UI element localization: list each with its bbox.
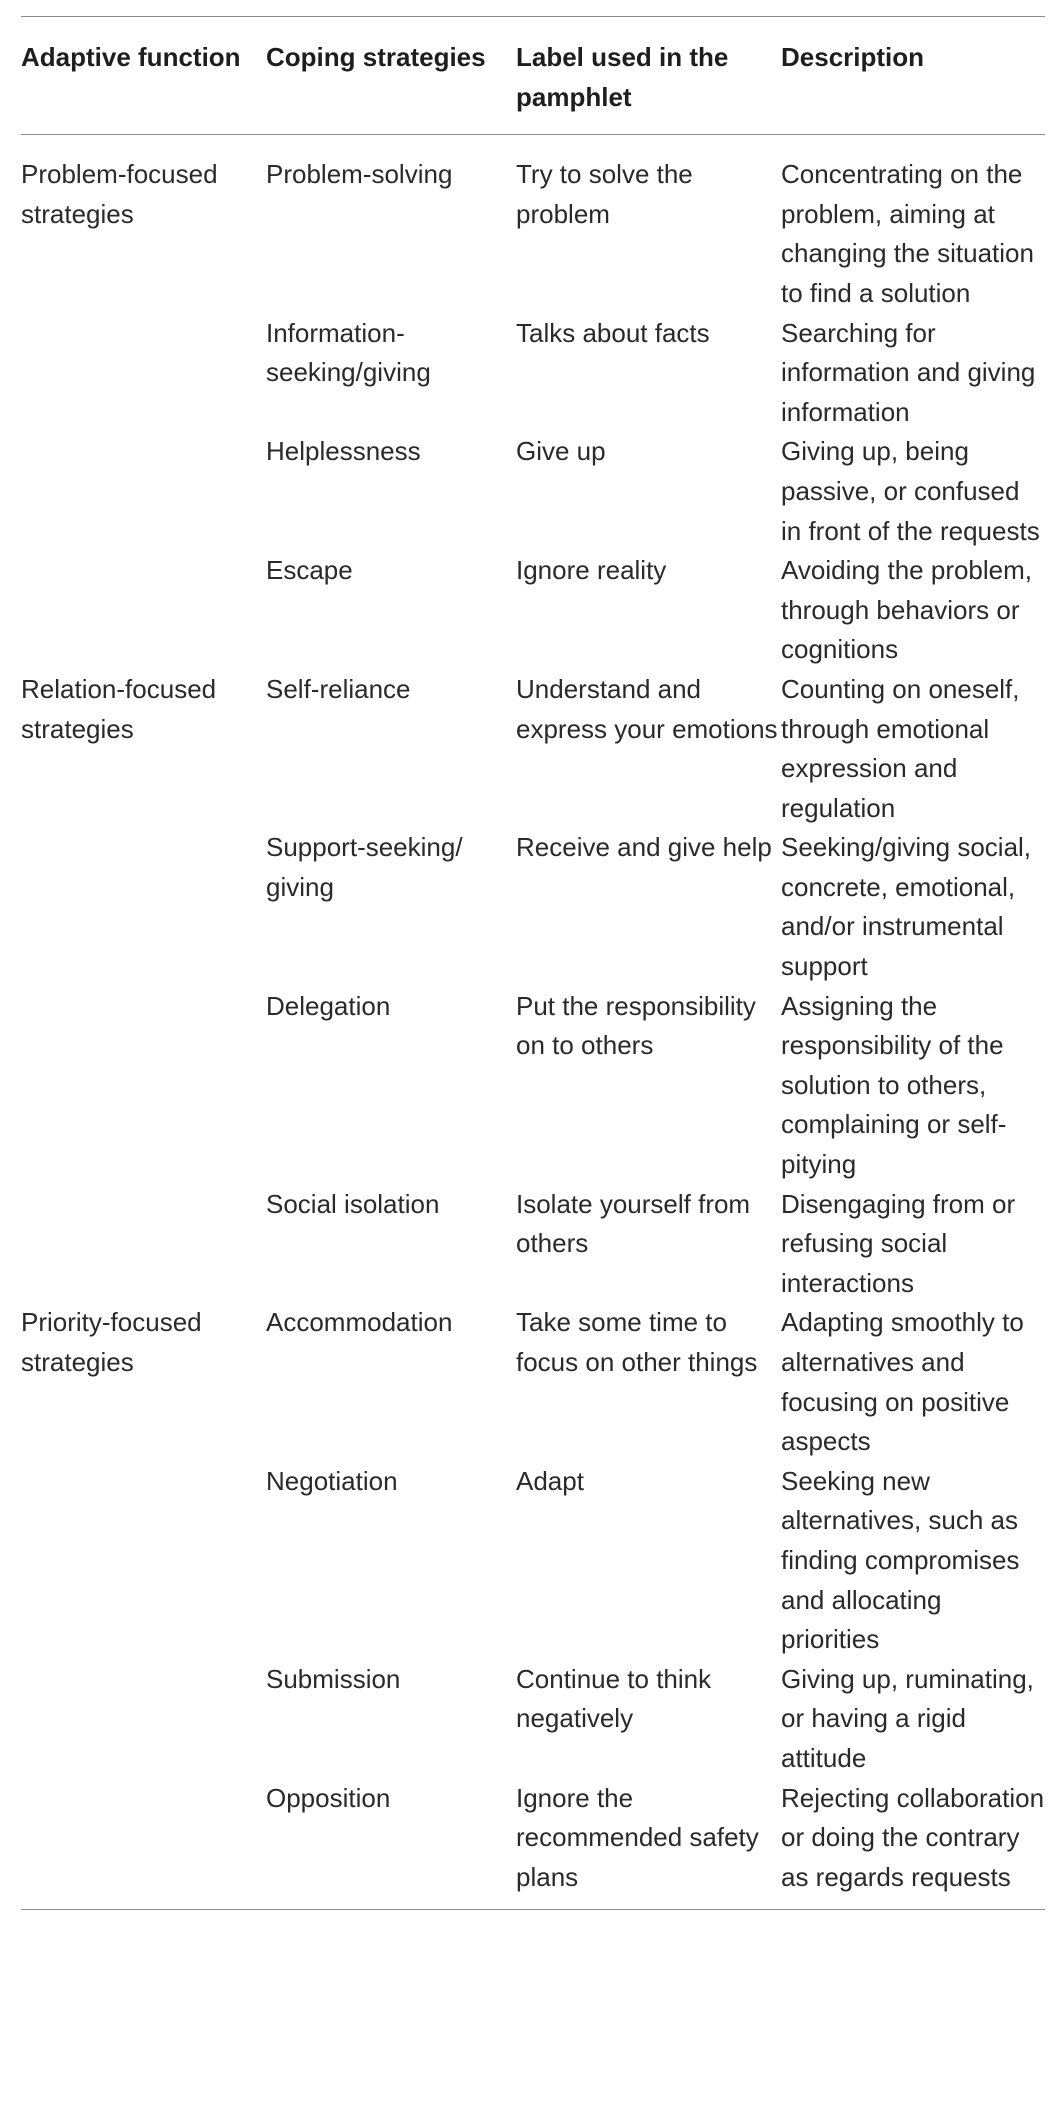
cell-coping-strategy: Submission — [266, 1663, 401, 1694]
cell-coping-strategy: Accommodation — [266, 1307, 453, 1338]
table-row — [21, 551, 1045, 670]
coping-strategies-table — [21, 17, 1045, 134]
cell-pamphlet-label: Take some time to focus on other things — [516, 1307, 758, 1377]
cell-description: Seeking/giving social, concrete, emotional, and/or instrumental support — [781, 832, 1032, 982]
cell-description: Disengaging from or refusing social interactions — [781, 1188, 1016, 1298]
table-row — [21, 828, 1045, 986]
coping-strategies-table-container — [21, 16, 1045, 1910]
cell-coping-strategy: Escape — [266, 555, 353, 586]
table-body — [21, 135, 1045, 1909]
cell-pamphlet-label: Give up — [516, 436, 606, 467]
table-row — [21, 1660, 1045, 1779]
cell-coping-strategy: Delegation — [266, 990, 391, 1021]
cell-description: Avoiding the problem, through behaviors or cognitions — [781, 555, 1033, 665]
table-header — [21, 17, 1045, 134]
header-row — [21, 17, 1045, 134]
cell-adaptive-function — [21, 1185, 266, 1304]
cell-pamphlet-label: Adapt — [516, 1465, 584, 1496]
cell-description: Counting on oneself, through emotional expression and regulation — [781, 673, 1020, 823]
table-row — [21, 314, 1045, 433]
cell-description: Concentrating on the problem, aiming at changing the situation to find a solution — [781, 159, 1034, 308]
cell-coping-strategy: Self-reliance — [266, 673, 411, 704]
table-row — [21, 1779, 1045, 1910]
cell-adaptive-function — [21, 987, 266, 1185]
cell-coping-strategy: Support-seeking/ giving — [266, 832, 463, 902]
table-row — [21, 1185, 1045, 1304]
coping-strategies-table-body — [21, 135, 1045, 1909]
cell-adaptive-function — [21, 432, 266, 551]
cell-adaptive-function — [21, 314, 266, 433]
cell-adaptive-function: Relation-focused strategies — [21, 673, 217, 744]
cell-coping-strategy: Negotiation — [266, 1465, 398, 1496]
cell-pamphlet-label: Understand and express your emotions — [516, 673, 778, 744]
cell-pamphlet-label: Try to solve the problem — [516, 159, 693, 229]
cell-adaptive-function — [21, 1779, 266, 1910]
cell-coping-strategy: Information-seeking/giving — [266, 317, 431, 388]
table-row — [21, 135, 1045, 313]
cell-pamphlet-label: Put the responsibility on to others — [516, 990, 756, 1061]
cell-description: Giving up, ruminating, or having a rigid attitude — [781, 1663, 1034, 1773]
table-row — [21, 1462, 1045, 1660]
cell-adaptive-function — [21, 1462, 266, 1660]
cell-adaptive-function — [21, 828, 266, 986]
table-row — [21, 1303, 1045, 1461]
header-description: Description — [781, 42, 925, 72]
cell-description: Seeking new alternatives, such as finding compromises and allocating priorities — [781, 1465, 1020, 1655]
cell-adaptive-function — [21, 551, 266, 670]
cell-pamphlet-label: Talks about facts — [516, 317, 710, 348]
header-adaptive-function: Adaptive function — [21, 42, 241, 72]
cell-pamphlet-label: Continue to think negatively — [516, 1663, 712, 1734]
table-row — [21, 987, 1045, 1185]
cell-description: Giving up, being passive, or confused in front of the requests — [781, 436, 1040, 546]
cell-description: Searching for information and giving information — [781, 317, 1036, 427]
table-row — [21, 670, 1045, 828]
cell-adaptive-function — [21, 1660, 266, 1779]
cell-coping-strategy: Helplessness — [266, 436, 421, 467]
cell-adaptive-function: Problem-focused strategies — [21, 159, 218, 229]
cell-coping-strategy: Opposition — [266, 1782, 391, 1813]
cell-coping-strategy: Problem-solving — [266, 159, 453, 190]
cell-pamphlet-label: Ignore reality — [516, 555, 667, 586]
cell-pamphlet-label: Ignore the recommended safety plans — [516, 1782, 759, 1892]
cell-description: Rejecting collaboration or doing the contrary as regards requests — [781, 1782, 1045, 1892]
table-row — [21, 432, 1045, 551]
cell-description: Adapting smoothly to alternatives and focusing on positive aspects — [781, 1307, 1024, 1457]
cell-pamphlet-label: Isolate yourself from others — [516, 1188, 751, 1259]
cell-coping-strategy: Social isolation — [266, 1188, 440, 1219]
cell-description: Assigning the responsibility of the solution to others, complaining or self-pitying — [781, 990, 1007, 1180]
bottom-rule — [21, 1909, 1045, 1910]
cell-pamphlet-label: Receive and give help — [516, 832, 772, 863]
header-coping-strategies: Coping strategies — [266, 42, 486, 72]
header-label: Label used in the pamphlet — [516, 42, 729, 112]
cell-adaptive-function: Priority-focused strategies — [21, 1307, 202, 1377]
